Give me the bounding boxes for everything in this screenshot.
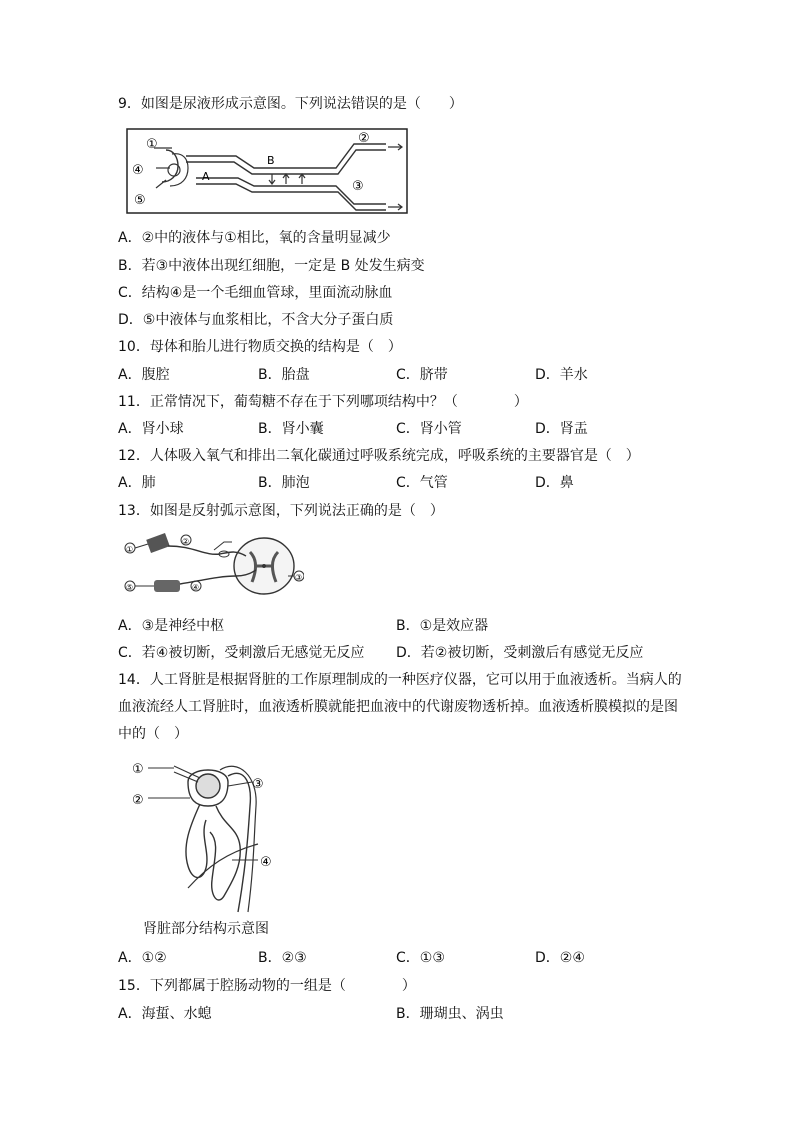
q9-label-B: B [267,154,275,167]
q14-nephron-figure [128,756,280,916]
q13-label-3: ③ [295,573,303,582]
q10-option-d[interactable]: D．羊水 [535,367,588,383]
q9-option-b[interactable]: B．若③中液体出现红细胞，一定是 B 处发生病变 [118,258,425,274]
q10-option-b[interactable]: B．胎盘 [258,367,310,383]
q9-label-5: ⑤ [134,193,146,208]
q14-label-1: ① [132,762,144,777]
q13-label-2: ② [182,537,190,546]
q14-option-d[interactable]: D．②④ [535,950,585,966]
q14-label-2: ② [132,793,144,808]
q10-stem: 10．母体和胎儿进行物质交换的结构是（ ） [118,339,402,355]
q13-label-1: ① [126,545,134,554]
q11-stem: 11．正常情况下，葡萄糖不存在于下列哪项结构中？（ ） [118,394,528,410]
q13-option-c[interactable]: C．若④被切断，受刺激后无感觉无反应 [118,645,365,661]
q14-option-b[interactable]: B．②③ [258,950,307,966]
q13-option-b[interactable]: B．①是效应器 [396,618,489,634]
q11-option-c[interactable]: C．肾小管 [396,421,462,437]
q13-reflex-arc-figure [124,530,304,600]
q9-label-1: ① [146,137,158,152]
q12-option-d[interactable]: D．鼻 [535,475,574,491]
q9-option-a[interactable]: A．②中的液体与①相比，氧的含量明显减少 [118,230,391,246]
q14-label-3: ③ [252,777,264,792]
q12-option-c[interactable]: C．气管 [396,475,448,491]
q9-stem: 9．如图是尿液形成示意图。下列说法错误的是（ ） [118,96,463,112]
q9-label-A: A [202,170,210,183]
q14-option-c[interactable]: C．①③ [396,950,445,966]
q15-option-b[interactable]: B．珊瑚虫、涡虫 [396,1006,504,1022]
q13-option-d[interactable]: D．若②被切断，受刺激后有感觉无反应 [396,645,644,661]
q14-label-4: ④ [260,855,272,870]
q11-option-a[interactable]: A．肾小球 [118,421,184,437]
q13-label-5: ⑤ [126,583,134,592]
q15-option-a[interactable]: A．海蜇、水螅 [118,1006,212,1022]
q12-option-b[interactable]: B．肺泡 [258,475,310,491]
q9-label-3: ③ [352,179,364,194]
q14-option-a[interactable]: A．①② [118,950,167,966]
q10-option-a[interactable]: A．腹腔 [118,367,170,383]
q12-option-a[interactable]: A．肺 [118,475,156,491]
q13-stem: 13．如图是反射弧示意图，下列说法正确的是（ ） [118,503,444,519]
q9-option-c[interactable]: C．结构④是一个毛细血管球，里面流动脉血 [118,285,393,301]
q13-label-4: ④ [192,583,200,592]
q15-stem: 15．下列都属于腔肠动物的一组是（ ） [118,978,416,994]
q10-option-c[interactable]: C．脐带 [396,367,448,383]
q14-figure-caption: 肾脏部分结构示意图 [143,921,269,937]
q11-option-b[interactable]: B．肾小囊 [258,421,324,437]
q9-label-2: ② [358,131,370,146]
q14-stem-line-1: 14．人工肾脏是根据肾脏的工作原理制成的一种医疗仪器，它可以用于血液透析。当病人的 [118,672,682,688]
q14-stem-line-2: 血液流经人工肾脏时，血液透析膜就能把血液中的代谢废物透析掉。血液透析膜模拟的是图 [118,699,678,715]
q13-option-a[interactable]: A．③是神经中枢 [118,618,225,634]
q11-option-d[interactable]: D．肾盂 [535,421,588,437]
q9-option-d[interactable]: D．⑤中液体与血浆相比，不含大分子蛋白质 [118,312,394,328]
q14-stem-line-3: 中的（ ） [118,726,188,742]
q12-stem: 12．人体吸入氧气和排出二氧化碳通过呼吸系统完成，呼吸系统的主要器官是（ ） [118,448,640,464]
q9-label-4: ④ [132,163,144,178]
q9-urine-formation-figure [126,128,408,214]
